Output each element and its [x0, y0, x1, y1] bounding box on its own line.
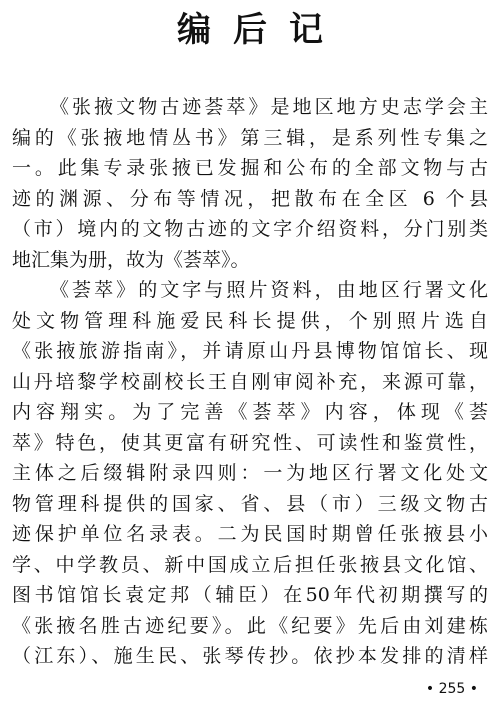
text-line: 山丹培黎学校副校长王自刚审阅补充，来源可靠，	[12, 370, 488, 393]
text-line: （市）境内的文物古迹的文字介绍资料，分门别类	[12, 218, 488, 240]
body-text	[12, 92, 488, 672]
text-line: 《荟萃》的文字与照片资料，由地区行署文化	[50, 279, 488, 301]
text-line: 内容翔实。为了完善《荟萃》内容，体现《荟	[12, 401, 488, 423]
text-line: 地汇集为册，故为《荟萃》。	[12, 248, 250, 271]
page-number: • 255 •	[425, 681, 478, 697]
text-line: 编的《张掖地情丛书》第三辑，是系列性专集之	[12, 126, 488, 149]
text-line: 迹的渊源、分布等情况，把散布在全区 6 个县	[12, 187, 488, 210]
text-line: 学、中学教员、新中国成立后担任张掖县文化馆、	[12, 553, 488, 576]
text-line: 迹保护单位名录表。二为民国时期曾任张掖县小	[12, 523, 488, 545]
text-line: 一。此集专录张掖已发掘和公布的全部文物与古	[12, 157, 488, 179]
text-line: 主体之后缀辑附录四则：一为地区行署文化处文	[12, 462, 488, 484]
text-line: 处文物管理科施爱民科长提供，个别照片选自	[12, 309, 488, 332]
text-line: 《张掖名胜古迹纪要》。此《纪要》先后由刘建栋	[12, 614, 488, 637]
text-line: （江东）、施生民、张琴传抄。依抄本发排的清样	[12, 645, 488, 667]
text-line: 萃》特色，使其更富有研究性、可读性和鉴赏性，	[12, 431, 488, 454]
text-line: 物管理科提供的国家、省、县（市）三级文物古	[12, 492, 488, 515]
text-line: 《张掖文物古迹荟萃》是地区地方史志学会主	[50, 96, 488, 118]
page-title: 编后记	[177, 10, 345, 50]
text-line: 《张掖旅游指南》，并请原山丹县博物馆馆长、现	[12, 340, 488, 362]
text-line: 图书馆馆长袁定邦（辅臣）在50年代初期撰写的	[12, 584, 488, 606]
